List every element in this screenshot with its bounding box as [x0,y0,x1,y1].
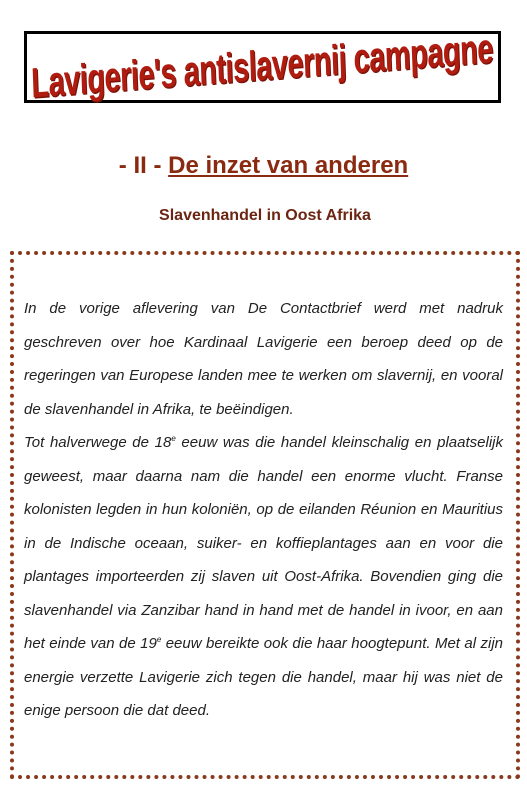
section-title: De inzet van anderen [168,152,409,179]
subheading: Slavenhandel in Oost Afrika [159,207,371,224]
article-body [24,292,503,728]
section-number: - II - [118,152,169,179]
title-banner [24,25,501,107]
section-heading [0,152,527,180]
banner-title: Lavigerie's antislavernij campagne [30,25,495,107]
paragraph-2: Tot halverwege de 18e eeuw was die handel kleinschalig en plaatselijk geweest, maar daarna nam die handel een enorme vlucht. Franse kolonisten legden in hun koloniën, op de eilanden Réunion en Mauritius in de Indische oceaan, suiker- en koffieplantages aan en voor die plantages importeerden zij slaven uit Oost-Afrika. Bovendien ging die slavenhandel via Zanzibar hand in hand met de handel in ivoor, en aan het einde van de 19e eeuw bereikte ook die haar hoogtepunt. Met al zijn energie verzette Lavigerie zich tegen die handel, maar hij was niet de enige persoon die dat deed. [24,434,504,719]
paragraph-1: In de vorige aflevering van De Contactbrief werd met nadruk geschreven over hoe Kardinaal Lavigerie een beroep deed op de regeringen van Europese landen mee te werken om slavernij, en vooral de slavenhandel in Afrika, te beëindigen. [24,300,503,418]
